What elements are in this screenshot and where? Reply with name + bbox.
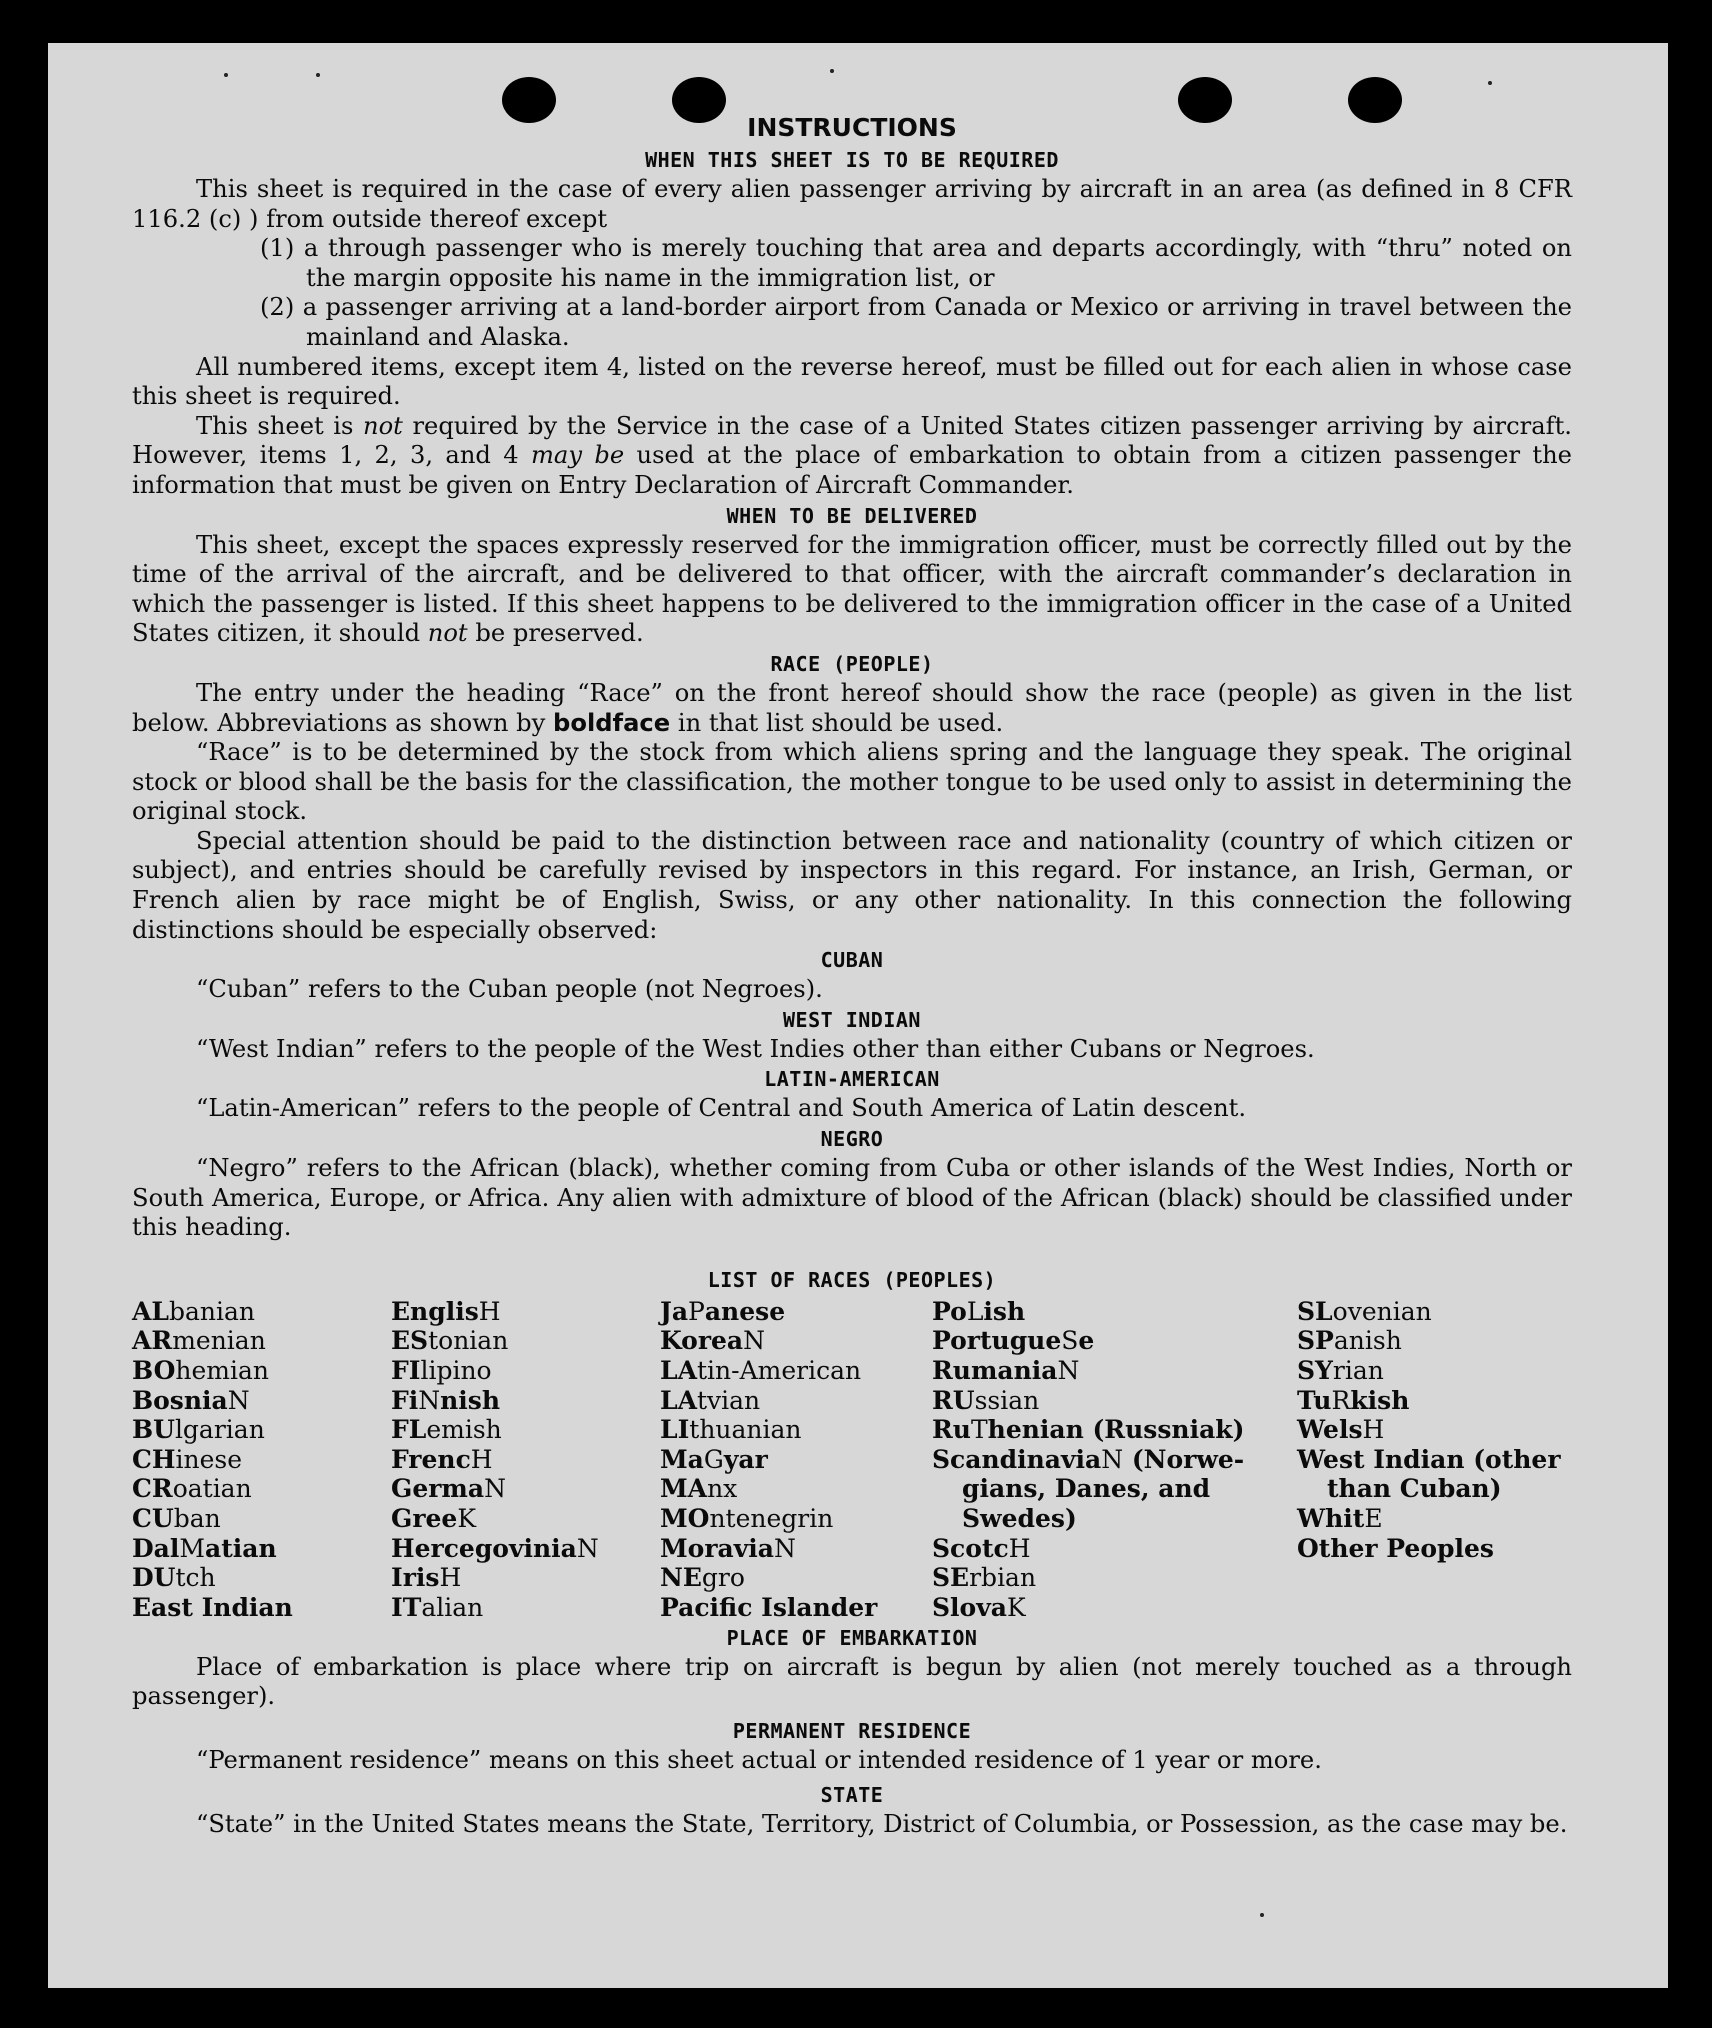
race-entry — [391, 1386, 599, 1416]
race-abbrev: AR — [132, 1326, 173, 1356]
section-heading: STATE — [820, 1782, 884, 1807]
race-entry — [932, 1386, 1244, 1416]
race-abbrev: MO — [660, 1503, 710, 1533]
race-text: alian — [421, 1592, 484, 1622]
race-text: menian — [172, 1326, 266, 1356]
section-heading: WEST INDIAN — [783, 1007, 921, 1032]
race-abbrev: SY — [1297, 1356, 1333, 1385]
paragraph: “Cuban” refers to the Cuban people (not Negroes). — [196, 975, 823, 1004]
race-entry — [391, 1563, 599, 1593]
section-heading: LATIN-AMERICAN — [764, 1067, 940, 1092]
race-entry — [660, 1326, 877, 1356]
text-bold: boldface — [553, 708, 671, 737]
race-abbrev: Gree — [391, 1503, 458, 1533]
race-abbrev: BU — [132, 1415, 175, 1445]
race-text: inese — [175, 1444, 243, 1474]
paragraph: “Race” is to be determined by the stock from which aliens spring and the language they speak. The original stock or blood shall be the basis for the classification, the mother tongue to be used only to assist in determining the original stock. — [132, 738, 1572, 826]
race-text: lgarian — [174, 1415, 265, 1445]
race-text: rian — [1332, 1356, 1384, 1385]
race-text: N — [743, 1326, 766, 1356]
race-text: tonian — [428, 1326, 509, 1356]
race-abbrev: Englis — [391, 1296, 479, 1326]
race-text: S — [1061, 1326, 1079, 1356]
race-text: banian — [168, 1296, 255, 1326]
race-text: N — [418, 1385, 441, 1415]
paragraph — [132, 531, 1572, 649]
race-entry — [391, 1593, 599, 1623]
race-abbrev: Swedes) — [962, 1503, 1077, 1533]
race-entry — [660, 1356, 877, 1386]
section-heading: PLACE OF EMBARKATION — [726, 1625, 978, 1650]
race-entry — [132, 1356, 293, 1386]
race-abbrev: IT — [391, 1592, 422, 1622]
race-list — [132, 1297, 1572, 1623]
paragraph: “Latin-American” refers to the people of Central and South America of Latin descent. — [196, 1094, 1247, 1123]
paragraph: This sheet is required in the case of every alien passenger arriving by aircraft in an area (as defined in 8 CFR 116.2 (c) ) from outside thereof except — [132, 175, 1572, 233]
race-text: N — [1101, 1444, 1124, 1474]
race-text: E — [1364, 1503, 1383, 1533]
race-entry — [132, 1563, 293, 1593]
paragraph: “Negro” refers to the African (black), whether coming from Cuba or other islands of the West Indies, North or South America, Europe, or Africa. Any alien with admixture of blood of the African (black) should be classified under this heading. — [132, 1154, 1572, 1242]
race-entry — [660, 1297, 877, 1327]
race-text: tin-American — [696, 1356, 862, 1385]
text: The entry under the heading “Race” on the front hereof should show the race (people) as given in the list below. Abbreviations as shown by — [132, 678, 1572, 737]
race-entry — [132, 1326, 293, 1356]
race-abbrev: (Norwe- — [1123, 1444, 1245, 1474]
race-abbrev: NE — [660, 1563, 702, 1593]
race-abbrev: SE — [932, 1563, 970, 1593]
race-text: tch — [175, 1563, 216, 1593]
race-entry — [391, 1504, 599, 1534]
race-entry — [932, 1326, 1244, 1356]
race-entry — [660, 1415, 877, 1445]
race-abbrev: yar — [723, 1444, 768, 1474]
race-entry — [932, 1415, 1244, 1445]
race-abbrev: ish — [983, 1296, 1026, 1326]
race-text: ovenian — [1332, 1296, 1432, 1326]
race-abbrev: gians, Danes, and — [962, 1474, 1211, 1504]
race-abbrev: FI — [391, 1356, 421, 1385]
race-column — [660, 1297, 877, 1623]
race-abbrev: Other Peoples — [1297, 1533, 1494, 1563]
race-abbrev: Bosnia — [132, 1385, 228, 1415]
race-abbrev: CU — [132, 1503, 174, 1533]
document-sheet — [48, 43, 1668, 1988]
race-abbrev: atian — [205, 1533, 277, 1563]
race-entry — [1297, 1504, 1561, 1534]
race-abbrev: Po — [932, 1296, 967, 1326]
speck — [1488, 81, 1492, 85]
race-text: K — [457, 1503, 477, 1533]
race-entry — [660, 1386, 877, 1416]
race-abbrev: Ru — [932, 1415, 971, 1445]
race-text: tvian — [696, 1385, 761, 1415]
paragraph: “State” in the United States means the State, Territory, District of Columbia, or Possession, as the case may be. — [196, 1809, 1568, 1838]
race-entry — [1297, 1386, 1561, 1416]
race-entry — [1297, 1474, 1561, 1504]
race-entry — [660, 1593, 877, 1623]
race-entry — [1297, 1297, 1561, 1327]
race-entry — [660, 1504, 877, 1534]
race-abbrev: ES — [391, 1326, 429, 1356]
speck — [224, 73, 228, 77]
race-abbrev: Slova — [932, 1592, 1007, 1622]
paragraph: All numbered items, except item 4, listed on the reverse hereof, must be filled out for each alien in whose case this sheet is required. — [132, 352, 1572, 411]
race-text: M — [179, 1533, 205, 1563]
race-entry — [1297, 1534, 1561, 1564]
race-column — [1297, 1297, 1561, 1563]
race-entry — [932, 1534, 1244, 1564]
race-column — [932, 1297, 1244, 1623]
race-text: N — [1057, 1356, 1080, 1385]
section-heading: RACE (PEOPLE) — [770, 651, 934, 676]
race-abbrev: kish — [1350, 1385, 1410, 1415]
race-entry — [391, 1297, 599, 1327]
race-abbrev: Portugue — [932, 1326, 1062, 1356]
race-abbrev: SP — [1297, 1326, 1334, 1356]
section-heading: LIST OF RACES (PEOPLES) — [707, 1267, 997, 1292]
paragraph — [132, 412, 1572, 501]
race-entry — [391, 1534, 599, 1564]
race-entry — [391, 1356, 599, 1386]
race-abbrev: BO — [132, 1356, 176, 1385]
race-entry — [1297, 1356, 1561, 1386]
race-text: ban — [173, 1503, 221, 1533]
race-abbrev: DU — [132, 1563, 176, 1593]
section-heading: WHEN THIS SHEET IS TO BE REQUIRED — [645, 148, 1059, 172]
race-abbrev: FL — [391, 1415, 427, 1445]
race-text: gro — [701, 1563, 745, 1593]
race-entry — [132, 1415, 293, 1445]
race-entry — [132, 1445, 293, 1475]
section-heading: PERMANENT RESIDENCE — [732, 1719, 972, 1743]
race-text: ssian — [974, 1385, 1040, 1415]
race-abbrev: Frenc — [391, 1444, 471, 1474]
race-text: R — [1331, 1385, 1351, 1415]
race-abbrev: LA — [660, 1356, 697, 1385]
race-abbrev: SL — [1297, 1296, 1333, 1326]
race-abbrev: Pacific Islander — [660, 1592, 878, 1622]
section-heading: CUBAN — [820, 948, 884, 973]
race-abbrev: RU — [932, 1385, 975, 1415]
race-column — [391, 1297, 599, 1623]
race-text: N — [227, 1385, 250, 1415]
race-abbrev: Tu — [1297, 1385, 1332, 1415]
race-abbrev: anese — [704, 1296, 786, 1326]
race-abbrev: West Indian (other — [1297, 1444, 1561, 1474]
race-entry — [932, 1445, 1244, 1475]
race-abbrev: Korea — [660, 1326, 744, 1356]
race-entry — [932, 1356, 1244, 1386]
text: This sheet, except the spaces expressly reserved for the immigration officer, must be correctly filled out by the time of the arrival of the aircraft, and be delivered to that officer, with the aircraft commander’s declaration in which the passenger is listed. If this sheet happens to be delivered to the immigration officer in the case of a United States citizen, it should — [132, 530, 1572, 648]
race-text: G — [703, 1444, 724, 1474]
race-text: lipino — [420, 1356, 492, 1385]
race-entry — [132, 1474, 293, 1504]
race-entry — [132, 1504, 293, 1534]
race-abbrev: Rumania — [932, 1356, 1058, 1385]
race-entry — [1297, 1445, 1561, 1475]
race-abbrev: CR — [132, 1474, 173, 1504]
race-entry — [660, 1563, 877, 1593]
race-abbrev: henian (Russniak) — [987, 1415, 1245, 1445]
text-italic: not — [427, 619, 468, 648]
race-entry — [132, 1593, 293, 1623]
race-text: anish — [1333, 1326, 1402, 1356]
speck — [830, 69, 834, 73]
race-abbrev: than Cuban) — [1327, 1474, 1502, 1504]
instructions-content — [132, 111, 1572, 1839]
race-abbrev: MA — [660, 1474, 708, 1504]
race-abbrev: AL — [132, 1296, 169, 1326]
race-entry — [660, 1534, 877, 1564]
race-entry — [932, 1563, 1244, 1593]
paragraph: Place of embarkation is place where trip on aircraft is begun by alien (not merely touched as a through passenger). — [132, 1652, 1572, 1711]
speck — [1260, 1913, 1264, 1917]
race-abbrev: e — [1078, 1326, 1095, 1356]
race-text: H — [1362, 1415, 1385, 1445]
race-abbrev: Scotc — [932, 1533, 1009, 1563]
race-text: L — [966, 1296, 984, 1326]
section-heading: WHEN TO BE DELIVERED — [726, 503, 978, 528]
text-italic: not — [363, 411, 403, 440]
race-text: H — [1008, 1533, 1031, 1563]
race-entry — [932, 1297, 1244, 1327]
race-text: N — [773, 1533, 796, 1563]
race-abbrev: Whit — [1297, 1503, 1365, 1533]
race-text: H — [439, 1563, 462, 1593]
race-entry — [660, 1445, 877, 1475]
text: This sheet is — [196, 411, 364, 440]
race-entry — [132, 1297, 293, 1327]
race-entry — [391, 1326, 599, 1356]
paragraph — [132, 679, 1572, 738]
race-abbrev: Moravia — [660, 1533, 774, 1563]
race-text: P — [688, 1296, 705, 1326]
race-text: H — [470, 1444, 493, 1474]
race-abbrev: Fi — [391, 1385, 419, 1415]
text: be preserved. — [467, 619, 644, 648]
race-abbrev: Hercegovinia — [391, 1533, 577, 1563]
list-item: (1) a through passenger who is merely touching that area and departs accordingly, with “thru” noted on the margin opposite his name in the immigration list, or — [260, 234, 1572, 292]
race-entry — [660, 1474, 877, 1504]
race-text: hemian — [175, 1356, 269, 1385]
race-entry — [932, 1593, 1244, 1623]
text: used at the place of embarkation to obtain from a citizen passenger the information that must be given on Entry Declaration of Aircraft Commander. — [132, 441, 1572, 499]
race-entry — [391, 1415, 599, 1445]
race-entry — [932, 1504, 1244, 1534]
race-abbrev: Dal — [132, 1533, 180, 1563]
race-column — [132, 1297, 293, 1623]
race-text: thuanian — [689, 1415, 802, 1445]
paragraph: Special attention should be paid to the distinction between race and nationality (country of which citizen or subject), and entries should be carefully revised by inspectors in this regard. For instance, an Irish, German, or French alien by race might be of English, Swiss, or any other nationality. In this connection the following distinctions should be especially observed: — [132, 826, 1572, 944]
race-text: ntenegrin — [709, 1503, 834, 1533]
race-abbrev: LA — [660, 1385, 697, 1415]
race-abbrev: Scandinavia — [932, 1444, 1102, 1474]
race-text: N — [484, 1474, 506, 1504]
race-abbrev: nish — [440, 1385, 501, 1415]
text: required by the Service in the case of a United States citizen passenger arriving by aircraft. However, items 1, 2, 3, and 4 — [132, 411, 1572, 470]
race-entry — [1297, 1415, 1561, 1445]
paragraph: “Permanent residence” means on this sheet actual or intended residence of 1 year or more. — [196, 1746, 1322, 1774]
race-abbrev: CH — [132, 1444, 176, 1474]
text-italic: may be — [531, 441, 625, 470]
race-abbrev: Ma — [660, 1444, 704, 1474]
race-entry — [391, 1474, 599, 1504]
list-item: (2) a passenger arriving at a land-border airport from Canada or Mexico or arriving in travel between the mainland and Alaska. — [260, 293, 1572, 351]
race-abbrev: Ja — [660, 1296, 689, 1326]
section-heading: NEGRO — [820, 1127, 884, 1152]
race-abbrev: Iris — [391, 1563, 440, 1593]
race-text: N — [576, 1533, 599, 1563]
race-text: emish — [426, 1415, 502, 1445]
race-text: rbian — [969, 1563, 1037, 1593]
race-entry — [132, 1386, 293, 1416]
race-abbrev: LI — [660, 1415, 690, 1445]
text: in that list should be used. — [670, 708, 1004, 737]
speck — [316, 73, 320, 77]
race-abbrev: Germa — [391, 1474, 485, 1504]
race-abbrev: Wels — [1297, 1415, 1363, 1445]
race-entry — [132, 1534, 293, 1564]
race-abbrev: East Indian — [132, 1592, 293, 1622]
paragraph: “West Indian” refers to the people of the West Indies other than either Cubans or Negroes. — [196, 1034, 1315, 1063]
race-entry — [932, 1474, 1244, 1504]
race-text: oatian — [172, 1474, 252, 1504]
race-entry — [391, 1445, 599, 1475]
race-text: K — [1006, 1592, 1026, 1622]
page-title: INSTRUCTIONS — [747, 113, 957, 142]
race-entry — [1297, 1326, 1561, 1356]
race-text: H — [478, 1296, 501, 1326]
race-text: T — [970, 1415, 988, 1445]
race-text: nx — [707, 1474, 738, 1504]
